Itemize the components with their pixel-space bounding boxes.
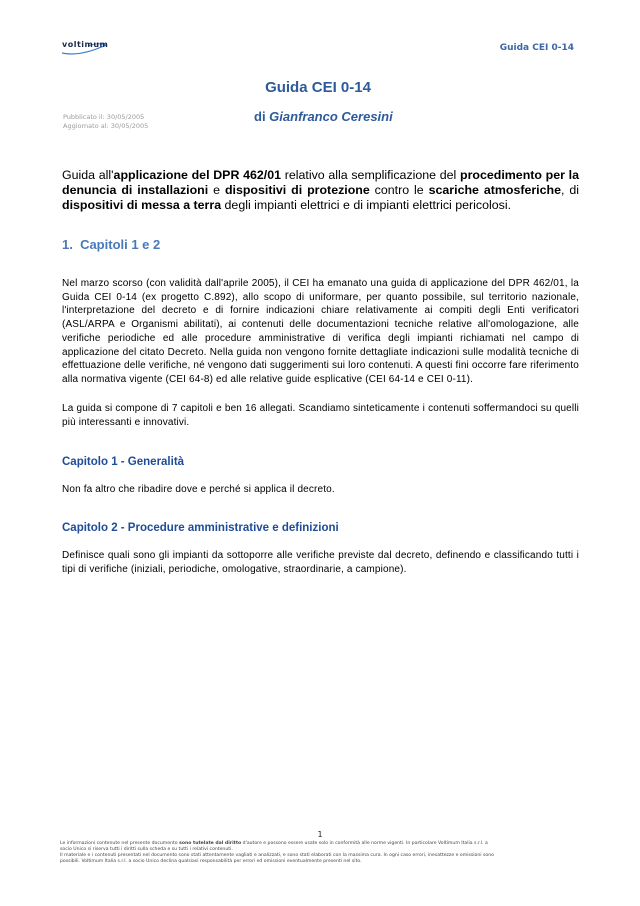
intro-bold: dispositivi di messa a terra bbox=[62, 198, 222, 212]
footer-line: possibili. Voltimum Italia s.r.l. a socio Unico declina qualsiasi responsabilità per errori ed omissioni eventualmente presenti nel sito. bbox=[60, 859, 362, 864]
intro-text: , di bbox=[560, 183, 580, 197]
footer-text: Le informazioni contenute nel presente documento bbox=[60, 841, 180, 846]
chapter-paragraph: Non fa altro che ribadire dove e perché si applica il decreto. bbox=[62, 484, 335, 495]
footer-line: Il materiale e i contenuti presentati nel documento sono stati attentamente vagliati e analizzati, e sono stati elaborati con la massima cura. In ogni caso errori, inesattezze e omissioni sono bbox=[60, 853, 494, 858]
footer-line: socio Unico si riserva tutti i diritti sulla scheda e su tutti i relativi contenuti. bbox=[60, 847, 233, 852]
intro-bold: applicazione del DPR 462/01 bbox=[113, 168, 281, 182]
chapter-heading: Capitolo 2 - Procedure amministrative e definizioni bbox=[62, 522, 339, 534]
section-paragraph: La guida si compone di 7 capitoli e ben 16 allegati. Scandiamo sinteticamente i contenuti soffermandoci su quelli più interessanti e innovativi. bbox=[62, 403, 579, 428]
chapter-paragraph: Definisce quali sono gli impianti da sottoporre alle verifiche previste dal decreto, definendo e classificando tutti i tipi di verifiche (iniziali, periodiche, omologative, straordinarie, a campione). bbox=[62, 550, 579, 575]
publication-meta bbox=[63, 113, 148, 131]
published-date: Pubblicato il: 30/05/2005 bbox=[63, 113, 145, 121]
header-doc-label: Guida CEI 0-14 bbox=[499, 43, 574, 53]
author-prefix: di bbox=[254, 109, 270, 124]
intro-text: relativo alla semplificazione del bbox=[281, 168, 461, 182]
section-heading: 1. Capitoli 1 e 2 bbox=[62, 237, 161, 252]
footer-text: d'autore e possono essere usate solo in conformità alle norme vigenti. In particolare Voltimum Italia s.r.l. a bbox=[241, 841, 488, 846]
logo-text: voltimum bbox=[62, 40, 109, 49]
chapter-heading: Capitolo 1 - Generalità bbox=[62, 456, 185, 468]
page-number: 1 bbox=[317, 830, 323, 839]
intro-text: Guida all' bbox=[62, 168, 114, 182]
author-line bbox=[254, 109, 393, 124]
page-title bbox=[0, 79, 640, 96]
intro-text: contro le bbox=[369, 183, 429, 197]
footer-disclaimer bbox=[60, 841, 585, 865]
updated-date: Aggiornato al: 30/05/2005 bbox=[63, 122, 149, 130]
intro-paragraph bbox=[62, 168, 579, 213]
section-paragraph: Nel marzo scorso (con validità dall'aprile 2005), il CEI ha emanato una guida di applicazione del DPR 462/01, la Guida CEI 0-14 (ex progetto C.892), allo scopo di uniformare, per quanto possibile, sul territorio nazionale, l'interpretazione del decreto e di fornire indicazioni chiare relativamente ai compiti degli Enti verificatori (ASL/ARPA e Organismi abilitati), ai contenuti delle documentazioni tecniche relative all'omologazione, alle verifiche periodiche ed alle procedure amministrative di verifica degli impianti richiamati nel campo di applicazione del citato Decreto. Nella guida non vengono fornite dettagliate indicazioni sulle modalità tecniche di effettuazione delle verifiche, né vengono dati suggerimenti sui loro contenuti. A questi fini occorre fare riferimento alla normativa vigente (CEI 64-8) ed alle relative guide esplicative (CEI 64-14 e CEI 0-11). bbox=[62, 278, 579, 385]
intro-bold: scariche atmosferiche bbox=[428, 183, 561, 197]
footer-bold: sono tutelate dal diritto bbox=[179, 841, 242, 846]
page-title-text: Guida CEI 0-14 bbox=[265, 79, 371, 96]
intro-text: e bbox=[208, 183, 225, 197]
intro-bold: procedimento per la denuncia di installazioni bbox=[62, 168, 579, 197]
intro-text: degli impianti elettrici e di impianti elettrici pericolosi. bbox=[221, 198, 512, 212]
intro-bold: dispositivi di protezione bbox=[224, 183, 370, 197]
voltimum-logo bbox=[60, 38, 110, 58]
author-name: Gianfranco Ceresini bbox=[269, 109, 393, 124]
